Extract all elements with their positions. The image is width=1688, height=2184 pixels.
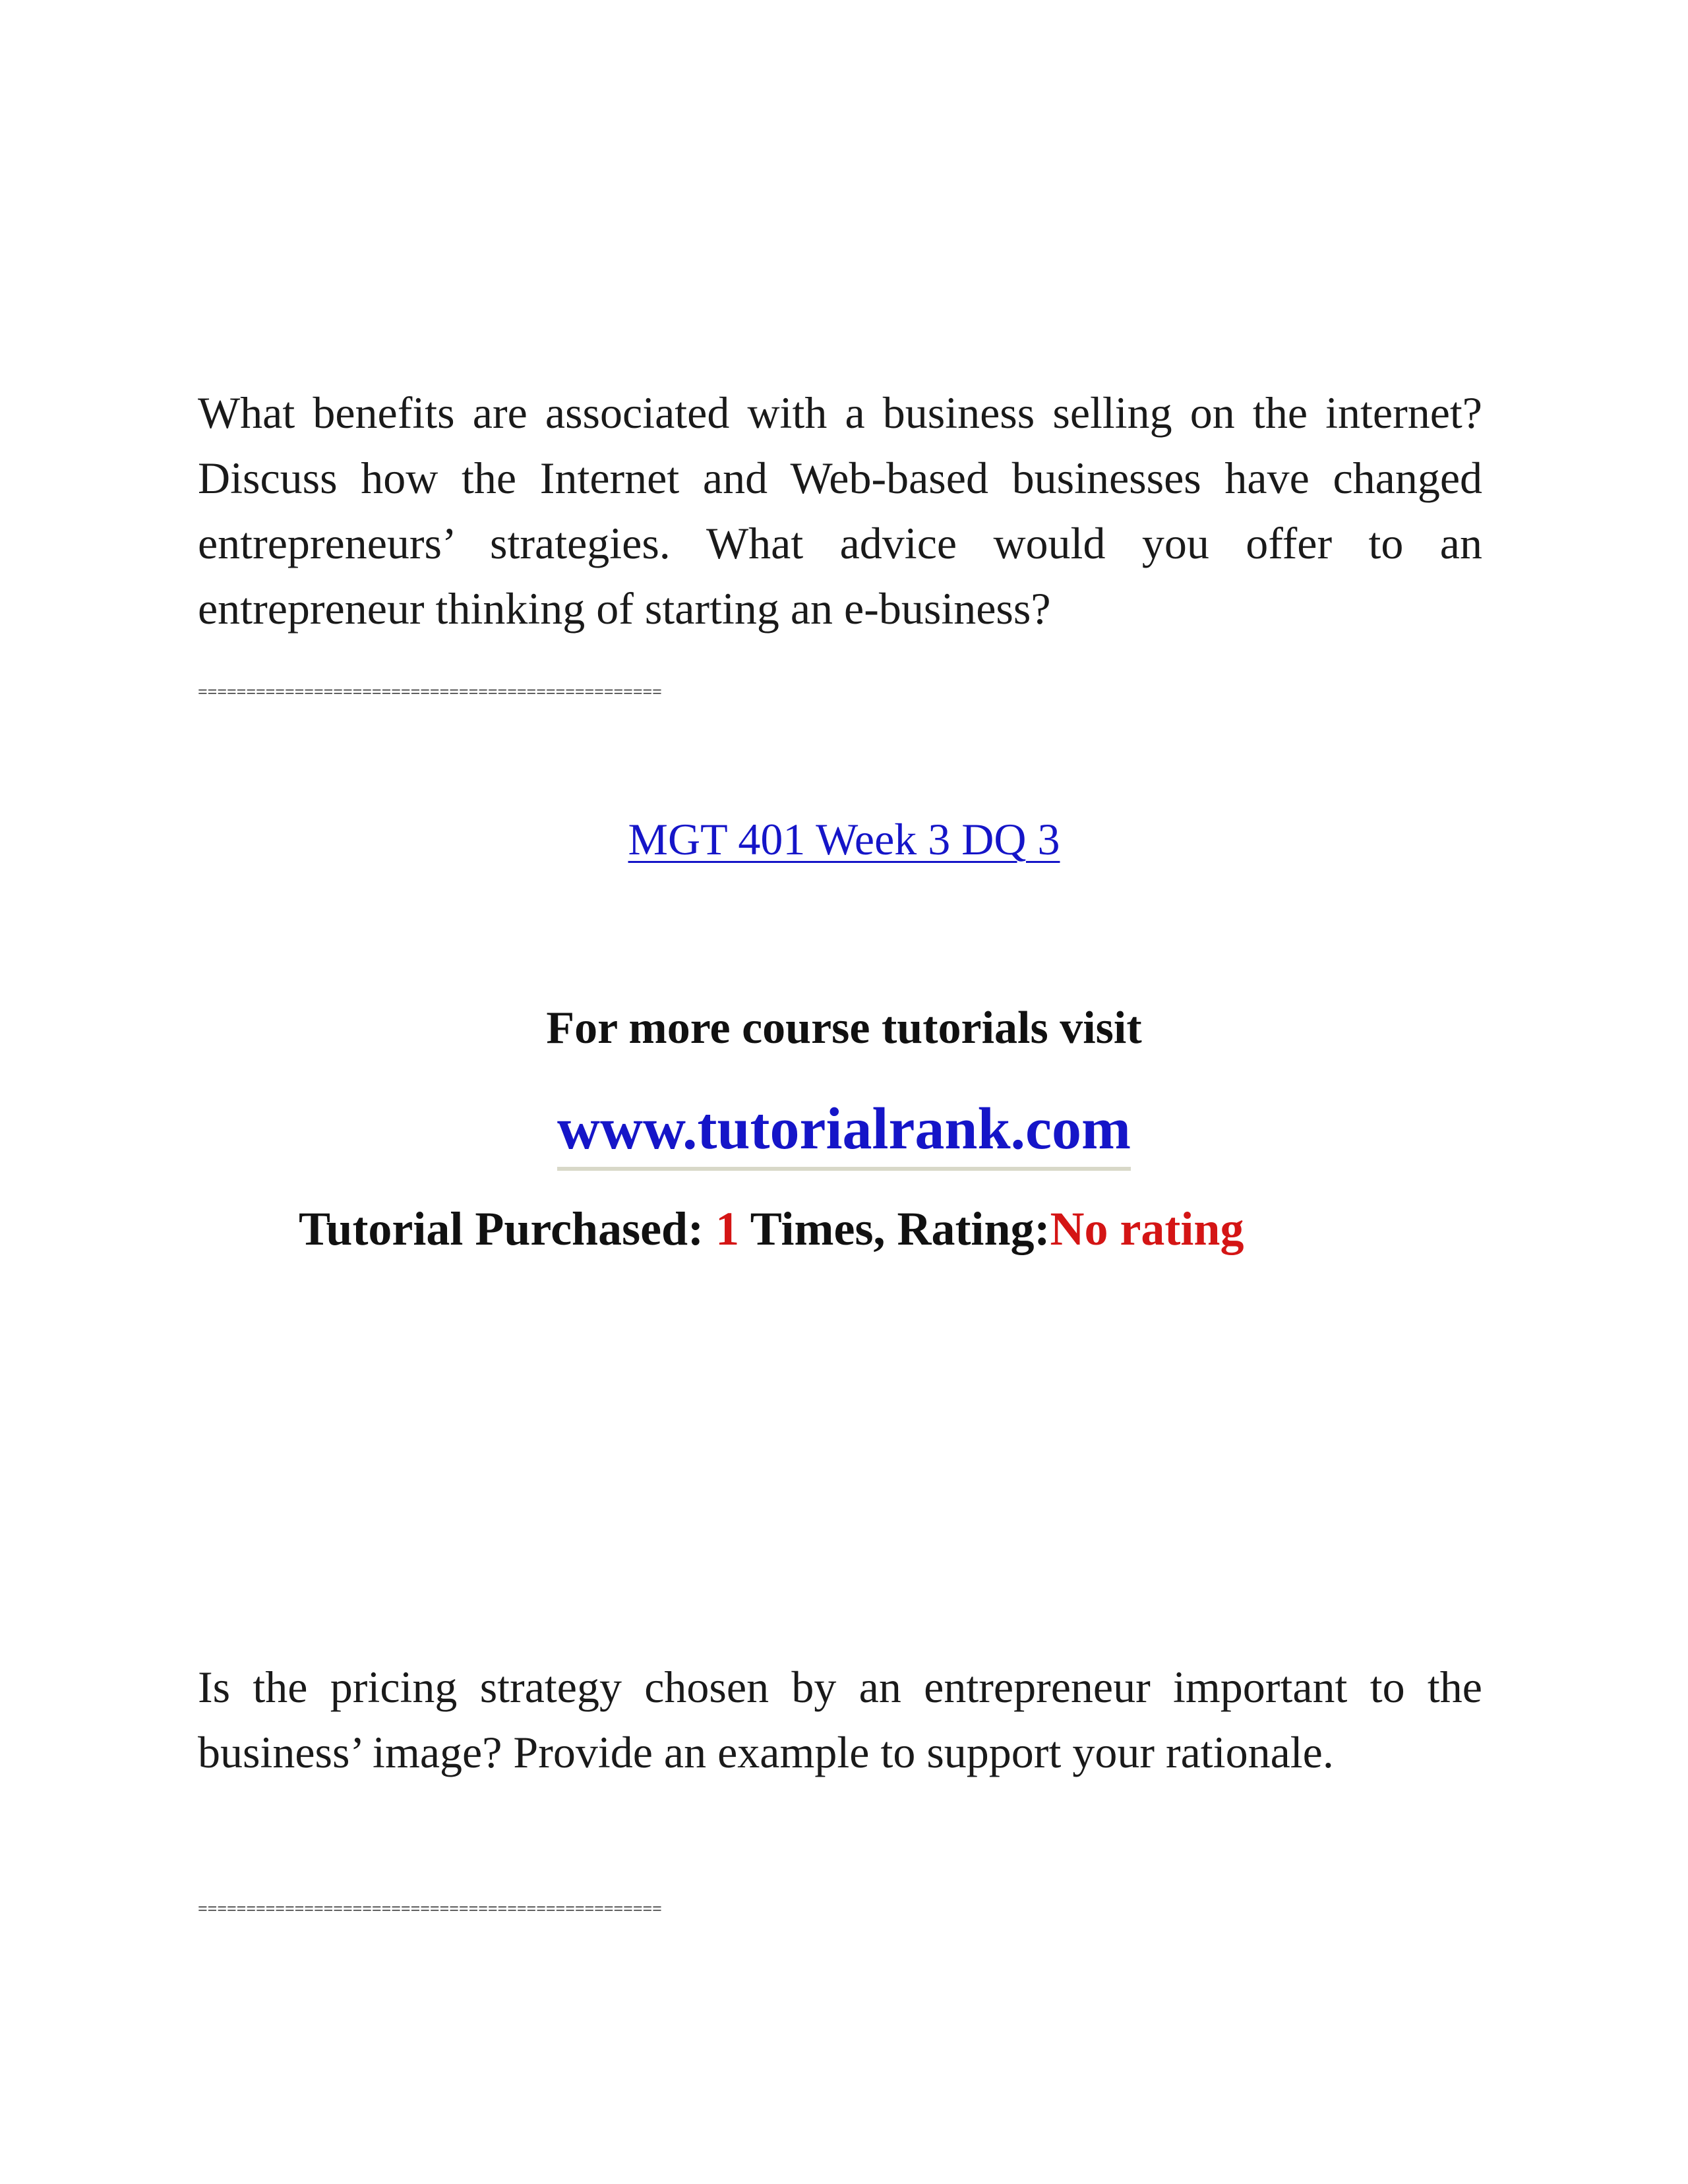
separator-line-2: ================================================ <box>198 1899 662 1918</box>
tutorial-stats <box>299 1198 1244 1259</box>
site-link[interactable] <box>0 1093 1688 1171</box>
course-link[interactable]: MGT 401 Week 3 DQ 3 <box>628 814 1060 864</box>
times-rating-label: Times, Rating: <box>750 1202 1050 1255</box>
purchased-label: Tutorial Purchased: <box>299 1202 704 1255</box>
separator-line-1: ================================================ <box>198 682 662 701</box>
rating-value: No rating <box>1050 1202 1244 1255</box>
site-link-text[interactable]: www.tutorialrank.com <box>557 1093 1131 1171</box>
question-2-text: Is the pricing strategy chosen by an entrepreneur important to the business’ image? Provide an example to support your rationale. <box>198 1662 1482 1777</box>
visit-label: For more course tutorials visit <box>546 1003 1142 1053</box>
question-1-text: What benefits are associated with a business selling on the internet? Discuss how the Internet and Web-based businesses have changed entrepreneurs’ strategies. What advice would you offer to an entrepreneur thinking of starting an e-business? <box>198 388 1482 634</box>
purchased-count: 1 <box>715 1202 740 1255</box>
